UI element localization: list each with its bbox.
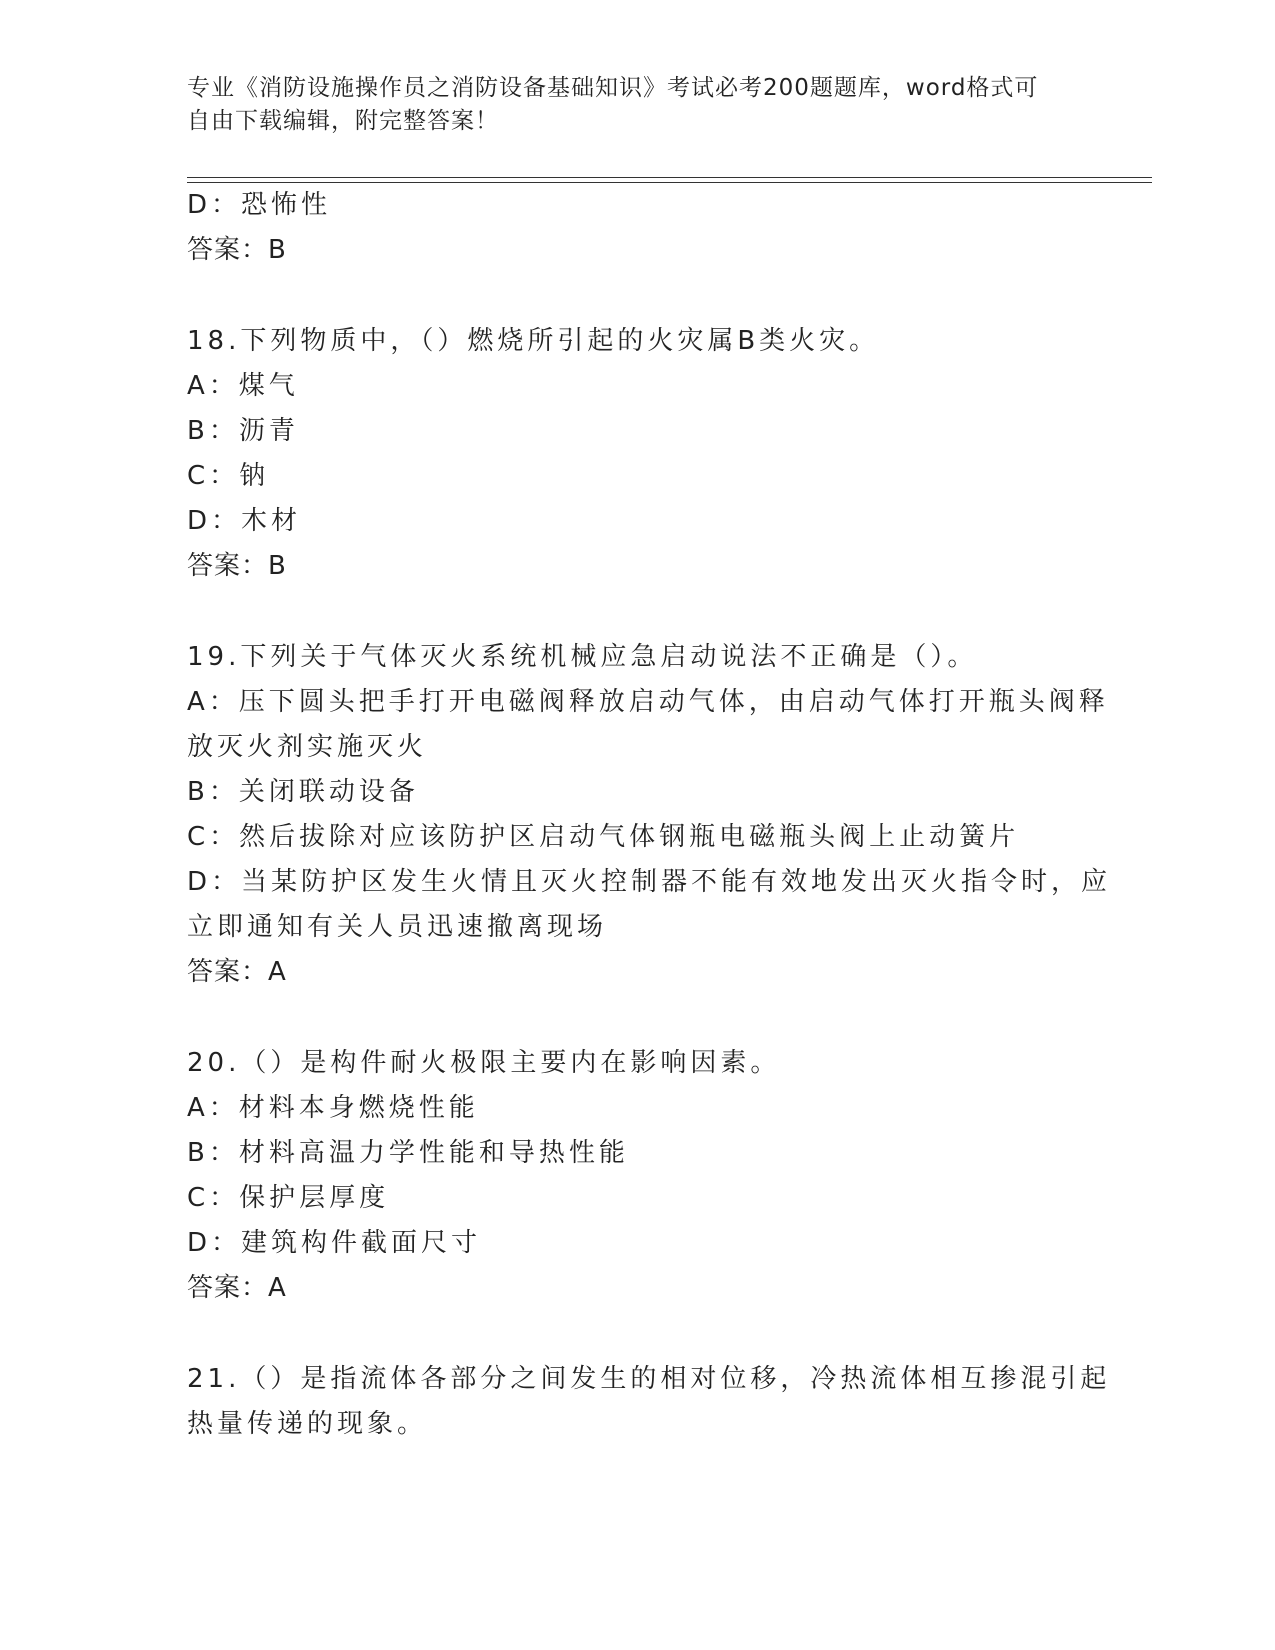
q21-stem-line2: 热量传递的现象。	[187, 1409, 428, 1439]
q19-option-d-line2: 立即通知有关人员迅速撤离现场	[187, 912, 608, 942]
header-line-2: 自由下载编辑，附完整答案！	[187, 108, 499, 134]
q20-answer: 答案：A	[187, 1273, 287, 1303]
document-header	[187, 72, 1077, 138]
q20-option-c: C：保护层厚度	[187, 1183, 390, 1213]
q18-answer: 答案：B	[187, 551, 287, 581]
header-rule-top	[187, 177, 1152, 178]
q20-option-b: B：材料高温力学性能和导热性能	[187, 1138, 629, 1168]
q18-option-a: A：煤气	[187, 371, 299, 401]
q19-option-b: B：关闭联动设备	[187, 777, 419, 807]
q19-option-a-line2: 放灭火剂实施灭火	[187, 732, 428, 762]
q21-stem-line1: 21.（）是指流体各部分之间发生的相对位移，冷热流体相互掺混引起	[187, 1364, 1111, 1394]
q18-stem: 18.下列物质中，（）燃烧所引起的火灾属B类火灾。	[187, 326, 880, 356]
q18-option-d: D：木材	[187, 506, 302, 536]
header-line-1: 专业《消防设施操作员之消防设备基础知识》考试必考200题题库，word格式可	[187, 75, 1039, 101]
q19-option-c: C：然后拔除对应该防护区启动气体钢瓶电磁瓶头阀上止动簧片	[187, 822, 1020, 852]
prev-option-d: D：恐怖性	[187, 190, 332, 220]
header-rule-bottom	[187, 182, 1152, 183]
q19-option-d-line1: D：当某防护区发生火情且灭火控制器不能有效地发出灭火指令时，应	[187, 867, 1112, 897]
q18-option-b: B：沥青	[187, 416, 299, 446]
q19-option-a-line1: A：压下圆头把手打开电磁阀释放启动气体，由启动气体打开瓶头阀释	[187, 687, 1109, 717]
prev-answer: 答案：B	[187, 235, 287, 265]
q19-stem: 19.下列关于气体灭火系统机械应急启动说法不正确是（）。	[187, 642, 978, 672]
q20-option-d: D：建筑构件截面尺寸	[187, 1228, 482, 1258]
q20-stem: 20.（）是构件耐火极限主要内在影响因素。	[187, 1048, 781, 1078]
q20-option-a: A：材料本身燃烧性能	[187, 1093, 479, 1123]
q18-option-c: C：钠	[187, 461, 270, 491]
q19-answer: 答案：A	[187, 957, 287, 987]
